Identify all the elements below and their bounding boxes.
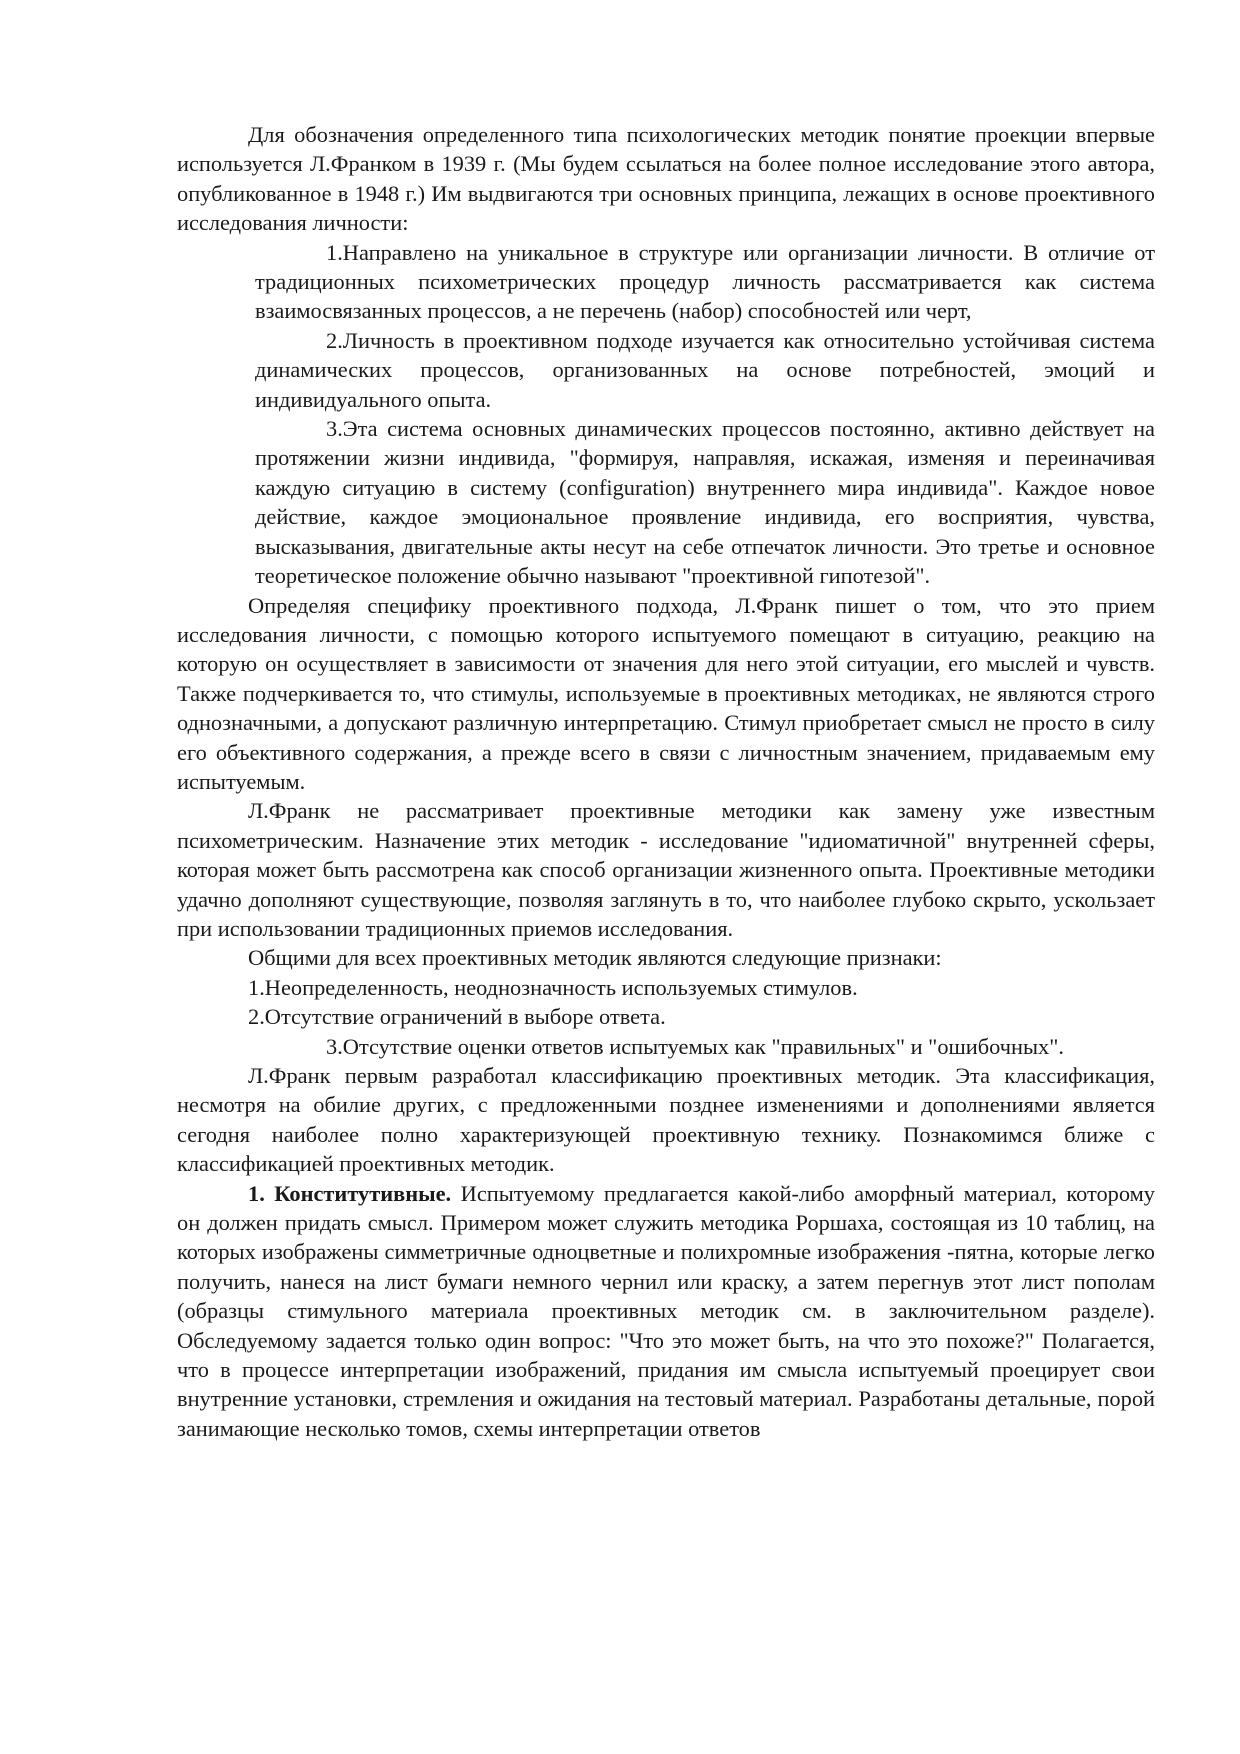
document-body <box>177 120 1155 1443</box>
principle-3: 3.Эта система основных динамических процессов постоянно, активно действует на протяжении жизни индивида, "формируя, направляя, искажая, изменяя и переиначивая каждую ситуацию в систему (configuration) внутреннего мира индивида". Каждое новое действие, каждое эмоциональное проявление индивида, его восприятия, чувства, высказывания, двигательные акты несут на себе отпечаток личности. Это третье и основное теоретическое положение обычно называют "проективной гипотезой". <box>255 416 1155 589</box>
constitutive-heading: 1. Конститутивные. <box>248 1180 452 1206</box>
feature-2: 2.Отсутствие ограничений в выборе ответа. <box>248 1004 666 1030</box>
paragraph-constitutive <box>177 1179 1155 1444</box>
paragraph-psychometric: Л.Франк не рассматривает проективные методики как замену уже известным психометрическим. Назначение этих методик - исследование "идиоматичной" внутренней сферы, которая может быть рассмотрена как способ организации жизненного опыта. Проективные методики удачно дополняют существующие, позволяя заглянуть в то, что наиболее глубоко скрыто, ускользает при использовании традиционных приемов исследования. <box>177 798 1155 941</box>
constitutive-text: Испытуемому предлагается какой-либо аморфный материал, которому он должен придать смысл. Примером может служить методика Роршаха, состоящая из 10 таблиц, на которых изображены симметричные одноцветные и полихромные изображения -пятна, которые легко получить, нанеся на лист бумаги немного чернил или краску, а затем перегнув этот лист пополам (образцы стимульного материала проективных методик см. в заключительном разделе). Обследуемому задается только один вопрос: "Что это может быть, на что это похоже?" Полагается, что в процессе интерпретации изображений, придания им смысла испытуемый проецирует свои внутренние установки, стремления и ожидания на тестовый материал. Разработаны детальные, порой занимающие несколько томов, схемы интерпретации ответов <box>177 1180 1155 1441</box>
paragraph-common-features: Общими для всех проективных методик являются следующие признаки: <box>248 945 942 971</box>
feature-3: 3.Отсутствие оценки ответов испытуемых как "правильных" и "ошибочных". <box>326 1033 1064 1059</box>
principle-1: 1.Направлено на уникальное в структуре или организации личности. В отличие от традиционных психометрических процедур личность рассматривается как система взаимосвязанных процессов, а не перечень (набор) способностей или черт, <box>255 239 1155 324</box>
paragraph-classification: Л.Франк первым разработал классификацию проективных методик. Эта классификация, несмотря на обилие других, с предложенными позднее изменениями и дополнениями является сегодня наиболее полно характеризующей проективную технику. Познакомимся ближе с классификацией проективных методик. <box>177 1063 1155 1177</box>
paragraph-specifics: Определяя специфику проективного подхода, Л.Франк пишет о том, что это прием исследования личности, с помощью которого испытуемого помещают в ситуацию, реакцию на которую он осуществляет в зависимости от значения для него этой ситуации, его мыслей и чувств. Также подчеркивается то, что стимулы, используемые в проективных методиках, не являются строго однозначными, а допускают различную интерпретацию. Стимул приобретает смысл не просто в силу его объективного содержания, а прежде всего в связи с личностным значением, придаваемым ему испытуемым. <box>177 592 1155 794</box>
paragraph-intro: Для обозначения определенного типа психологических методик понятие проекции впервые используется Л.Франком в 1939 г. (Мы будем ссылаться на более полное исследование этого автора, опубликованное в 1948 г.) Им выдвигаются три основных принципа, лежащих в основе проективного исследования личности: <box>177 122 1155 236</box>
principle-2: 2.Личность в проективном подходе изучается как относительно устойчивая система динамических процессов, организованных на основе потребностей, эмоций и индивидуального опыта. <box>255 327 1155 412</box>
feature-1: 1.Неопределенность, неоднозначность используемых стимулов. <box>248 974 858 1000</box>
